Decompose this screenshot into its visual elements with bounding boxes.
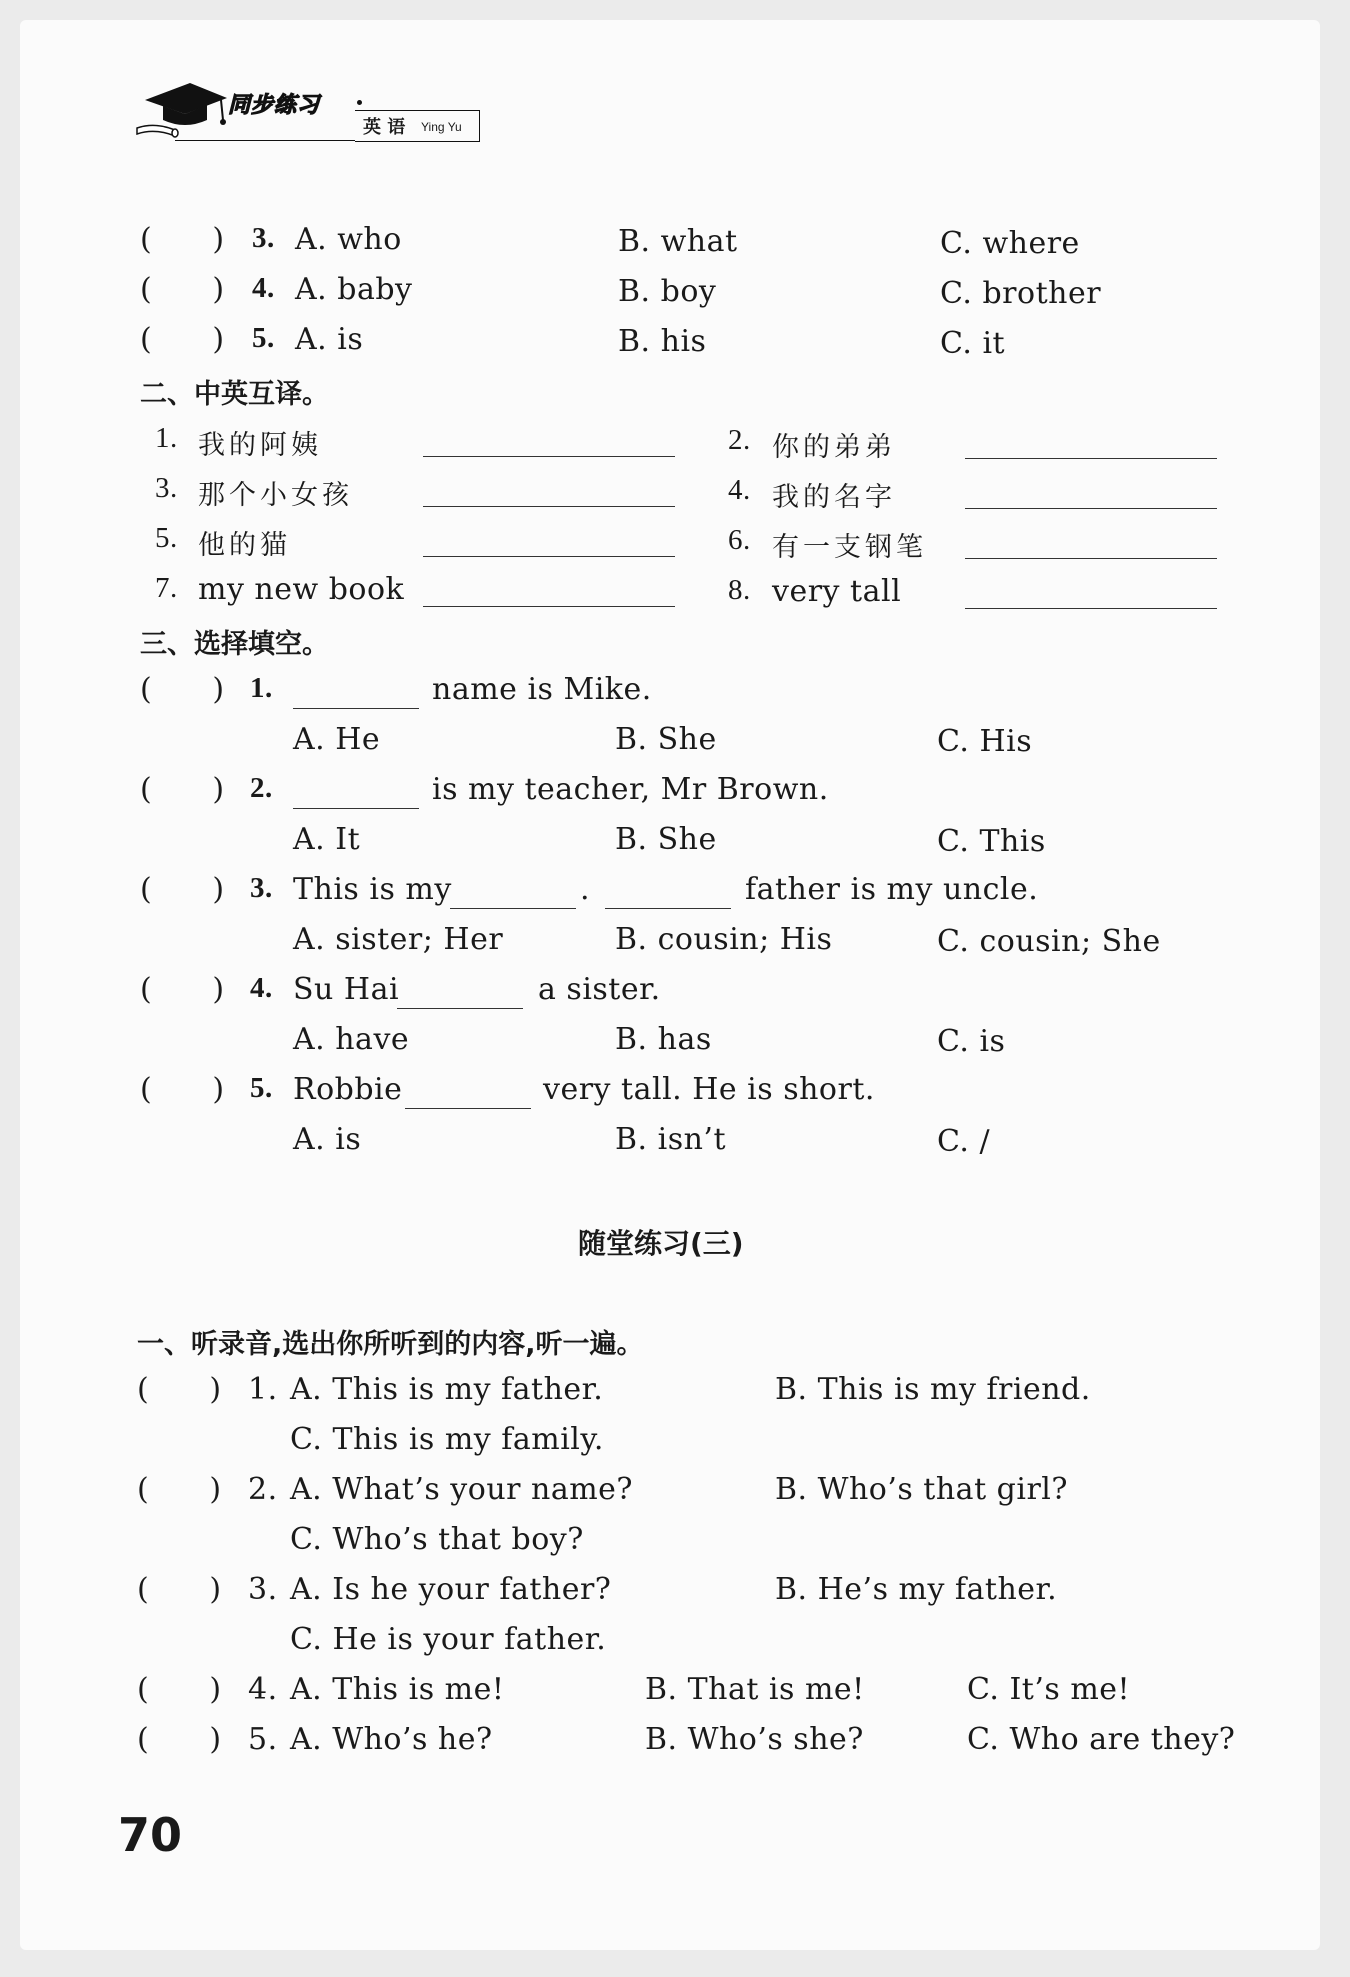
question-text: This is my — [293, 872, 452, 907]
option-a: A. baby — [295, 272, 413, 307]
option-c: C. Who are they? — [967, 1722, 1236, 1757]
answer-paren[interactable]: ( ) — [137, 1722, 222, 1757]
option-b: B. This is my friend. — [775, 1372, 1091, 1407]
item-number: 1. — [155, 422, 178, 454]
option-c: C. where — [940, 226, 1080, 261]
option-c: C. / — [937, 1124, 991, 1159]
option-c: C. It’s me! — [967, 1672, 1131, 1707]
option-b: B. boy — [618, 274, 717, 309]
item-text: 我的阿姨 — [198, 430, 322, 461]
option-c: C. He is your father. — [290, 1622, 607, 1657]
question-text: name is Mike. — [432, 672, 652, 707]
item-number: 4. — [728, 474, 751, 506]
section-heading: 三、选择填空。 — [140, 629, 329, 660]
option-c: C. it — [940, 326, 1006, 361]
option-b: B. isn’t — [615, 1122, 727, 1157]
option-a: A. Who’s he? — [290, 1722, 493, 1757]
answer-paren[interactable]: ( ) — [140, 672, 225, 707]
question-number: 2. — [250, 772, 273, 804]
option-c: C. brother — [940, 276, 1102, 311]
answer-paren[interactable]: ( ) — [140, 1072, 225, 1107]
option-a: A. have — [293, 1022, 410, 1057]
fill-blank[interactable] — [405, 1080, 531, 1109]
item-text: 那个小女孩 — [198, 480, 353, 511]
question-text: Su Hai — [293, 972, 400, 1007]
answer-paren[interactable]: ( ) — [137, 1472, 222, 1507]
item-number: 6. — [728, 524, 751, 556]
item-text: 有一支钢笔 — [772, 532, 927, 563]
answer-paren[interactable]: ( ) — [140, 972, 225, 1007]
item-text: 我的名字 — [772, 482, 896, 513]
option-c: C. Who’s that boy? — [290, 1522, 584, 1557]
question-text: Robbie — [293, 1072, 403, 1107]
question-number: 2. — [248, 1472, 278, 1507]
option-a: A. What’s your name? — [290, 1472, 634, 1507]
question-text: father is my uncle. — [745, 872, 1039, 907]
fill-blank[interactable] — [293, 680, 419, 709]
option-a: A. It — [293, 822, 361, 857]
option-b: B. cousin; His — [615, 922, 833, 957]
question-number: 4. — [250, 972, 273, 1004]
option-c: C. is — [937, 1024, 1006, 1059]
answer-line[interactable] — [965, 608, 1217, 609]
question-text: a sister. — [538, 972, 661, 1007]
option-a: A. He — [293, 722, 381, 757]
answer-line[interactable] — [965, 458, 1217, 459]
option-b: B. She — [615, 822, 717, 857]
question-number: 1. — [250, 672, 273, 704]
answer-paren[interactable]: ( ) — [140, 322, 225, 357]
answer-line[interactable] — [423, 606, 675, 607]
question-punct: . — [580, 872, 591, 907]
question-text: is my teacher, Mr Brown. — [432, 772, 829, 807]
option-b: B. Who’s she? — [645, 1722, 864, 1757]
option-c: C. This — [937, 824, 1046, 859]
answer-line[interactable] — [423, 506, 675, 507]
answer-paren[interactable]: ( ) — [140, 222, 225, 257]
section-heading: 二、中英互译。 — [140, 379, 329, 410]
answer-paren[interactable]: ( ) — [137, 1572, 222, 1607]
question-number: 3. — [252, 222, 275, 254]
question-number: 3. — [248, 1572, 278, 1607]
answer-line[interactable] — [965, 558, 1217, 559]
item-number: 7. — [155, 572, 178, 604]
section-heading: 一、听录音,选出你所听到的内容,听一遍。 — [137, 1329, 644, 1360]
series-title: 同步练习 — [228, 93, 321, 118]
question-number: 4. — [252, 272, 275, 304]
option-a: A. This is my father. — [290, 1372, 604, 1407]
item-text: 你的弟弟 — [772, 432, 896, 463]
option-a: A. who — [295, 222, 402, 257]
option-a: A. This is me! — [290, 1672, 505, 1707]
subject-pinyin: Ying Yu — [421, 120, 462, 134]
question-number: 5. — [252, 322, 275, 354]
question-number: 5. — [250, 1072, 273, 1104]
option-c: C. His — [937, 724, 1033, 759]
fill-blank[interactable] — [450, 880, 576, 909]
question-text: very tall. He is short. — [543, 1072, 875, 1107]
list-item — [140, 222, 225, 257]
graduation-cap-icon — [135, 78, 230, 143]
fill-blank[interactable] — [293, 780, 419, 809]
option-b: B. That is me! — [645, 1672, 865, 1707]
item-number: 2. — [728, 424, 751, 456]
header-logo — [135, 78, 495, 148]
question-number: 1. — [248, 1372, 278, 1407]
option-c: C. This is my family. — [290, 1422, 604, 1457]
item-number: 5. — [155, 522, 178, 554]
item-text: 他的猫 — [198, 530, 291, 561]
question-number: 3. — [250, 872, 273, 904]
answer-line[interactable] — [423, 556, 675, 557]
item-number: 8. — [728, 574, 751, 606]
page-number: 70 — [118, 1808, 183, 1862]
item-number: 3. — [155, 472, 178, 504]
option-a: A. sister; Her — [293, 922, 504, 957]
option-a: A. is — [293, 1122, 362, 1157]
option-c: C. cousin; She — [937, 924, 1161, 959]
question-number: 4. — [248, 1672, 278, 1707]
option-b: B. what — [618, 224, 738, 259]
header-dot — [357, 100, 362, 105]
answer-line[interactable] — [965, 508, 1217, 509]
answer-paren[interactable]: ( ) — [137, 1372, 222, 1407]
list-item — [140, 322, 225, 357]
item-text: my new book — [198, 572, 405, 607]
question-number: 5. — [248, 1722, 278, 1757]
subject-cn: 英 语 — [363, 117, 406, 138]
subject-box — [355, 110, 480, 142]
practice-title: 随堂练习(三) — [578, 1227, 744, 1260]
answer-paren[interactable]: ( ) — [140, 872, 225, 907]
list-item — [140, 272, 225, 307]
item-text: very tall — [772, 574, 902, 609]
answer-paren[interactable]: ( ) — [137, 1672, 222, 1707]
option-b: B. Who’s that girl? — [775, 1472, 1068, 1507]
option-b: B. She — [615, 722, 717, 757]
option-b: B. has — [615, 1022, 712, 1057]
fill-blank[interactable] — [605, 880, 731, 909]
option-b: B. his — [618, 324, 707, 359]
header-underline — [175, 140, 355, 141]
answer-line[interactable] — [423, 456, 675, 457]
answer-paren[interactable]: ( ) — [140, 272, 225, 307]
option-a: A. is — [295, 322, 364, 357]
option-b: B. He’s my father. — [775, 1572, 1058, 1607]
fill-blank[interactable] — [397, 980, 523, 1009]
option-a: A. Is he your father? — [290, 1572, 612, 1607]
answer-paren[interactable]: ( ) — [140, 772, 225, 807]
